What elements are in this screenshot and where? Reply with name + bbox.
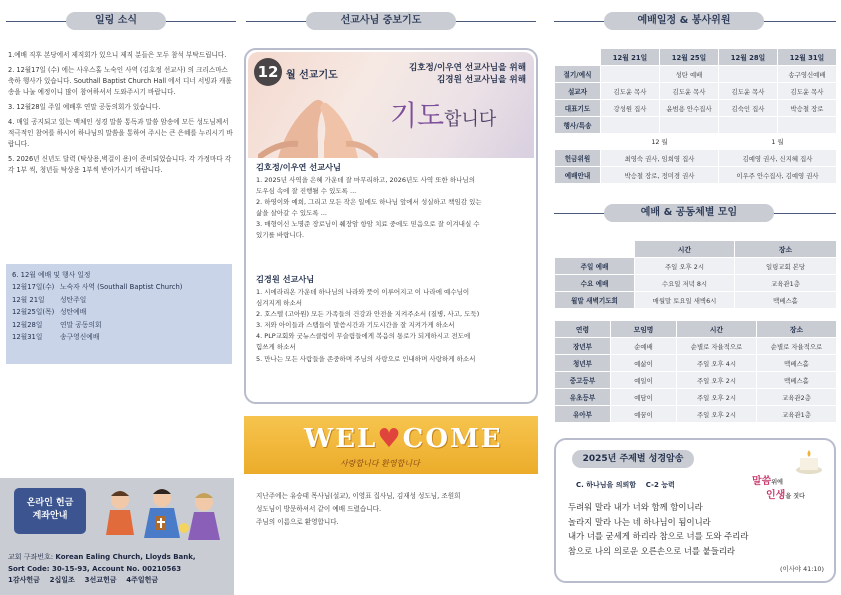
prayer-banner [248,52,534,158]
col-header: 시간 [677,321,757,338]
verse-topic: C. 하나님을 의뢰함 C-2 능력 [576,481,675,489]
month-label: 1 월 [719,134,837,150]
verse-badge-word: 말씀 [752,476,772,487]
events-box [6,264,232,364]
verse-line: 놀라지 말라 나는 네 하나님이 됨이니라 [568,516,711,527]
prayer-item: 3. 저와 아이들과 스탭들이 말씀시간과 기도시간을 잘 지켜가게 하소서 [256,321,455,330]
month-prayer-title: 월 선교기도 [286,70,338,81]
prayer-item: 3. 매형이신 노명준 장로님이 췌장암 항암 치료 중에도 믿음으로 잘 이겨내실 수 [256,220,480,229]
verse-text [568,500,832,558]
date-header: 12월 21일 [601,49,660,66]
prayer-item: 1. 시에라리온 가운데 하나님의 나라와 뜻이 이루어지고 이 나라에 예수님이 [256,288,470,296]
event-row: 12월25일(목) 성탄예배 [12,308,87,317]
children-illustration [100,480,230,550]
news-header [6,12,236,30]
verse-badge: 말씀위에 인생을 짓다 [752,448,824,504]
prayer-item: 도우심 속에 잘 진행될 수 있도록 ... [256,187,357,196]
missionary-header [246,12,536,30]
col-header: 연령 [555,321,611,338]
service-name: 수요 예배 [555,275,635,292]
mission-section-title: 김경원 선교사님 [256,274,315,284]
group-age: 장년부 [555,338,611,355]
prayer-item: 심겨지게 하소서 [256,299,303,308]
group-age: 중고등부 [555,372,611,389]
col-header: 장소 [735,241,837,258]
event-row: 12월28일 연말 공동의회 [12,320,102,329]
event-row: 12월17일(수) 노숙자 사역 (Southall Baptist Church) [12,283,183,292]
verse-reference: (이사야 41:10) [780,565,824,573]
prayer-item: 4. PLP교회와 굿뉴스클럽이 무슬림들에게 복음의 통로가 되게하시고 전도에 [256,332,471,341]
prayer-item: 2. 하영이와 예희, 그리고 모든 작은 일에도 하나님 앞에서 성실하고 책임감 있는 [256,198,482,207]
notice-item: 1.예배 직후 본당에서 제직회가 있으니 제직 분들은 모두 참석 부탁드립니다. [8,51,227,59]
fellowship-header [554,204,836,222]
sort-code: Sort Code: 30-15-93, Account No. 00210563 [8,564,182,573]
col-header: 모임명 [611,321,677,338]
events-title: 6. 12월 예배 및 행사 일정 [12,271,91,279]
candle-icon [794,448,824,474]
date-header: 12월 25일 [660,49,719,66]
notice-item: 2. 12월17일 (수) 에는 사우스홀 노숙인 사역 (김호정 선교사) 의 크리스마스 축하 행사가 있습니다. Southall Baptist Church Hall 에서 디너 서빙과 캐롤송을 나눌 예정이니 많이 참여하셔서 도와주시기 바랍니다. [8,66,232,96]
prayer-item: 2. 호스텔 (고아원) 모든 가족들의 건강과 안전을 지켜주소서 (질병, 사고, 도둑) [256,310,480,319]
col-header: 장소 [757,321,837,338]
event-row: 12월31일 송구영신예배 [12,333,100,342]
pray-word: 기도합니다 [390,99,497,132]
row-label: 대표기도 [555,100,601,117]
mission-section [256,274,532,365]
praying-hands-image [258,82,378,158]
month-label: 12 월 [601,134,719,150]
group-age: 유초등부 [555,389,611,406]
prayer-item: 5. 만나는 모든 사람들을 존중하며 주님의 사랑으로 인내하며 사랑하게 하소서 [256,354,476,363]
memory-verse-box [554,438,836,583]
service-name: 월말 새벽기도회 [555,292,635,309]
services-table: 시간 장소 주일 예배 주일 오후 2시 일링교회 본당 수요 예배 수요일 저녁 8시 교육관1층 월말 새벽기도회 매월말 토요일 새벽6시 맥베스홀 [554,240,837,309]
row-label: 절기/예식 [555,66,601,83]
group-age: 유아부 [555,406,611,423]
welcome-subtitle: 사랑합니다 환영합니다 [340,459,420,468]
giving-account-info [8,552,196,587]
event-row: 12월 21일 성탄주일 [12,295,87,304]
verse-line: 참으로 나의 의로운 오른손으로 너를 붙들리라 [568,545,736,556]
mission-section [256,162,532,242]
online-giving-label: 온라인 헌금 [26,498,74,508]
prayer-item: 있기를 바랍니다. [256,231,305,240]
account-prefix: 교회 구좌번호: [8,553,56,561]
verse-line: 두려워 말라 내가 너와 함께 함이니라 [568,502,703,512]
heart-icon: ♥ [377,424,403,454]
welcome-word: WEL♥COME [304,424,503,454]
col-header: 시간 [635,241,735,258]
row-label: 예배안내 [555,167,601,184]
notice-list [8,50,234,180]
missionary-header-label: 선교사님 중보기도 [306,12,456,30]
notice-item: 5. 2026년 신년도 달력 (탁상용,벽걸이 용)이 준비되었습니다. 각 가정마다 각각 1부 씩, 청년들 탁상용 1부씩 받아가시기 바랍니다. [8,155,232,174]
prayer-item: 1. 2025년 사역을 은혜 가운데 잘 마무리하고, 2026년도 사역 또한 하나님의 [256,176,475,184]
mission-prayer-box [244,48,538,404]
giving-panel [0,478,234,595]
online-giving-button[interactable] [14,488,86,534]
row-label: 설교자 [555,83,601,100]
month-badge: 12 [254,58,282,86]
notice-item: 3. 12월28일 주일 예배후 연말 공동의회가 있습니다. [8,103,161,111]
groups-table: 연령 모임명 시간 장소 장년부 순예배 순별로 자율적으로 순별로 자율적으로 청년부 예삶이 주일 오후 4시 맥베스홀 중고등부 예일이 주일 오후 2시 맥베스홀 유초등부 예담이 주일 오후 2시 교육관2층 유아부 예꿈이 주일 오후 2시 교육관1층 [554,320,837,423]
date-header: 12월 28일 [719,49,778,66]
row-label: 헌금위원 [555,150,601,167]
row-label: 행사/특송 [555,117,601,134]
online-giving-sublabel: 계좌안내 [32,511,68,521]
service-name: 주일 예배 [555,258,635,275]
fellowship-header-label: 예배 & 공동체별 모임 [604,204,774,222]
worship-header [554,12,836,30]
welcome-text: 지난주에는 유승태 목사님(설교), 이영표 집사님, 김재성 성도님, 조원희 성도님이 방문하셔서 같이 예배 드렸습니다. 주님의 이름으로 환영합니다. [256,492,461,526]
worship-schedule-table: 12월 21일 12월 25일 12월 28일 12월 31일 절기/예식 성탄 예배 송구영신예배 설교자 김도윤 목사 김도윤 목사 김도윤 목사 김도윤 목사 대표기도 강성원 집사 윤범용 안수집사 김숙인 집사 박승철 장로 행사/특송 12 월 1 월 헌금위원 최영숙 권사, 임희영 집사 김예영 권사, 신지혜 집사 예배안내 박승철 장로, 정미경 권사 이우주 안수집사, 김예영 권사 [554,48,837,184]
news-header-label: 일링 소식 [66,12,166,30]
welcome-banner [244,416,538,474]
offering-types: 1감사헌금 2십일조 3선교헌금 4주일헌금 [8,576,159,584]
verse-header: 2025년 주제별 성경암송 [572,450,694,468]
date-header: 12월 31일 [778,49,837,66]
prayer-item: 힘쓰게 하소서 [256,343,296,352]
account-name: Korean Ealing Church, Lloyds Bank, [55,553,196,561]
mission-section-title: 김호정/이우연 선교사님 [256,162,341,172]
notice-item: 4. 매일 공지되고 있는 맥체인 성경 말씀 통독과 말씀 암송에 모든 성도님께서 적극적인 참여를 하시어 하나님의 말씀을 통하여 주시는 큰 은혜를 누리시기 바랍니다. [8,118,233,148]
worship-header-label: 예배일정 & 봉사위원 [604,12,764,30]
verse-line: 내가 너를 굳세게 하리라 참으로 너를 도와 주리라 [568,531,749,541]
mission-names: 김호정/이우연 선교사님을 위해 김경원 선교사님을 위해 [408,63,526,85]
group-age: 청년부 [555,355,611,372]
prayer-item: 삶을 살아갈 수 있도록 ... [256,209,327,218]
